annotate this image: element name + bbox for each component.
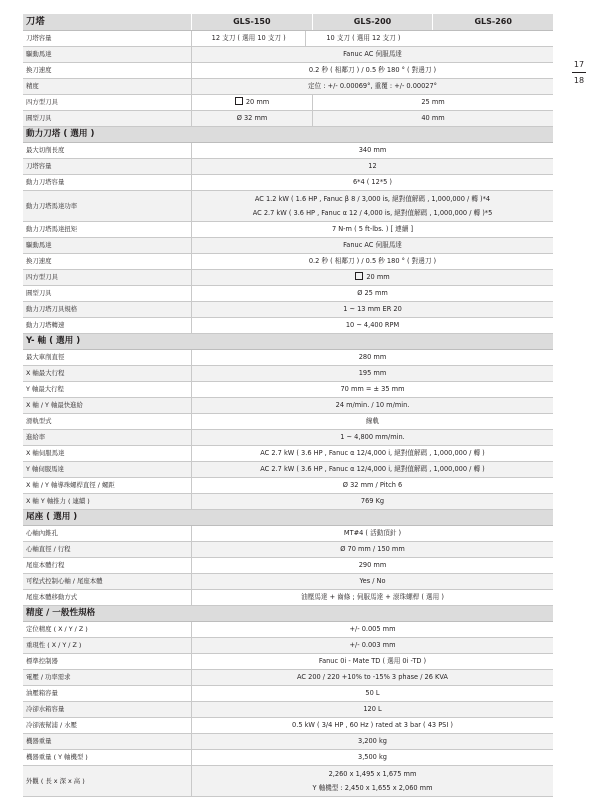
table-row: 動力刀塔刀具規格 1 ~ 13 mm ER 20 xyxy=(23,302,553,318)
square-tool-icon xyxy=(355,272,363,280)
table-row: 滑軌型式 線軌 xyxy=(23,414,553,430)
table-row: X 軸最大行程 195 mm xyxy=(23,366,553,382)
table-row: 刀塔容量 12 xyxy=(23,159,553,175)
table-row: 定位精度 ( X / Y / Z ) +/- 0.005 mm xyxy=(23,622,553,638)
table-row: 刀塔容量 12 支刀 ( 選用 10 支刀 ) 10 支刀 ( 選用 12 支刀 ) xyxy=(23,31,553,47)
table-row: 圓型刀具 Ø 32 mm 40 mm xyxy=(23,111,553,127)
model-gls-260: GLS-260 xyxy=(432,14,553,30)
table-row: 冷卻液幫浦 / 水壓 0.5 kW ( 3/4 HP , 60 Hz ) rated at 3 bar ( 43 PSI ) xyxy=(23,718,553,734)
square-tool-icon xyxy=(235,97,243,105)
table-row: 尾座本體移動方式 油壓馬達 + 齒條 ; 伺服馬達 + 滾珠螺桿 ( 選用 ) xyxy=(23,590,553,606)
section-header: Y- 軸 ( 選用 ) xyxy=(23,334,553,350)
table-row: X 軸 / Y 軸導珠螺桿直徑 / 螺距 Ø 32 mm / Pitch 6 xyxy=(23,478,553,494)
table-row: 換刀速度 0.2 秒 ( 相鄰刀 ) / 0.5 秒 180 ° ( 對邊刀 ) xyxy=(23,254,553,270)
page-number-top: 17 xyxy=(573,60,585,69)
table-row: 進給率 1 ~ 4,800 mm/min. xyxy=(23,430,553,446)
table-row: 四方型刀具 20 mm 25 mm xyxy=(23,95,553,111)
page-number-bottom: 18 xyxy=(573,76,585,85)
section-header: 動力刀塔 ( 選用 ) xyxy=(23,127,553,143)
table-row: 動力刀塔轉速 10 ~ 4,400 RPM xyxy=(23,318,553,334)
table-row: 驅動馬達 Fanuc AC 伺服馬達 xyxy=(23,47,553,63)
table-row: 最大車削直徑 280 mm xyxy=(23,350,553,366)
table-row: 動力刀塔馬達功率 AC 1.2 kW ( 1.6 HP , Fanuc β 8 / 3,000 is, 絕對值解碼 , 1,000,000 / 轉 )*4 AC 2.7 kW ( 3.6 HP , Fanuc α 12 / 4,000 is, 絕對值解碼 , 1,000,000 / 轉 )*5 xyxy=(23,191,553,222)
table-row: 心軸直徑 / 行程 Ø 70 mm / 150 mm xyxy=(23,542,553,558)
section-header: 精度 / 一般性規格 xyxy=(23,606,553,622)
table-row: Y 軸伺服馬達 AC 2.7 kW ( 3.6 HP , Fanuc α 12/4,000 i, 絕對值解碼 , 1,000,000 / 轉 ) xyxy=(23,462,553,478)
table-row: 驅動馬達 Fanuc AC 伺服馬達 xyxy=(23,238,553,254)
table-row: X 軸 / Y 軸最快進給 24 m/min. / 10 m/min. xyxy=(23,398,553,414)
table-row: 動力刀塔容量 6*4 ( 12*5 ) xyxy=(23,175,553,191)
table-row: 圓型刀具 Ø 25 mm xyxy=(23,286,553,302)
table-row: 外觀 ( 長 x 深 x 高 ) 2,260 x 1,495 x 1,675 mm Y 軸機型 : 2,450 x 1,655 x 2,060 mm xyxy=(23,766,553,797)
table-row: 尾座本體行程 290 mm xyxy=(23,558,553,574)
table-row: 機器重量 3,200 kg xyxy=(23,734,553,750)
table-row: X 軸 Y 軸推力 ( 連續 ) 769 Kg xyxy=(23,494,553,510)
spec-table xyxy=(23,14,553,797)
table-row: 四方型刀具 20 mm xyxy=(23,270,553,286)
header-title: 刀塔 xyxy=(26,16,45,27)
model-gls-150: GLS-150 xyxy=(191,14,312,30)
table-row: 冷卻水箱容量 120 L xyxy=(23,702,553,718)
table-row: 換刀速度 0.2 秒 ( 相鄰刀 ) / 0.5 秒 180 ° ( 對邊刀 ) xyxy=(23,63,553,79)
table-row: 心軸內錐孔 MT#4 ( 活動頂針 ) xyxy=(23,526,553,542)
table-header xyxy=(23,14,553,31)
table-row: 最大切削長度 340 mm xyxy=(23,143,553,159)
section-header: 尾座 ( 選用 ) xyxy=(23,510,553,526)
table-row: 油壓箱容量 50 L xyxy=(23,686,553,702)
page-number-divider xyxy=(572,72,586,73)
table-row: 重現性 ( X / Y / Z ) +/- 0.003 mm xyxy=(23,638,553,654)
table-row: 電壓 / 功率需求 AC 200 / 220 +10% to -15% 3 phase / 26 KVA xyxy=(23,670,553,686)
table-row: 精度 定位 : +/- 0.00069°, 重覆 : +/- 0.00027° xyxy=(23,79,553,95)
table-row: Y 軸最大行程 70 mm = ± 35 mm xyxy=(23,382,553,398)
model-gls-200: GLS-200 xyxy=(312,14,433,30)
table-row: 機器重量 ( Y 軸機型 ) 3,500 kg xyxy=(23,750,553,766)
table-row: 標準控制器 Fanuc 0i - Mate TD ( 選用 0i -TD ) xyxy=(23,654,553,670)
table-row: 動力刀塔馬達扭矩 7 N-m ( 5 ft-lbs. ) [ 連續 ] xyxy=(23,222,553,238)
table-row: X 軸伺服馬達 AC 2.7 kW ( 3.6 HP , Fanuc α 12/4,000 i, 絕對值解碼 , 1,000,000 / 轉 ) xyxy=(23,446,553,462)
table-row: 可程式控制心軸 / 尾座本體 Yes / No xyxy=(23,574,553,590)
